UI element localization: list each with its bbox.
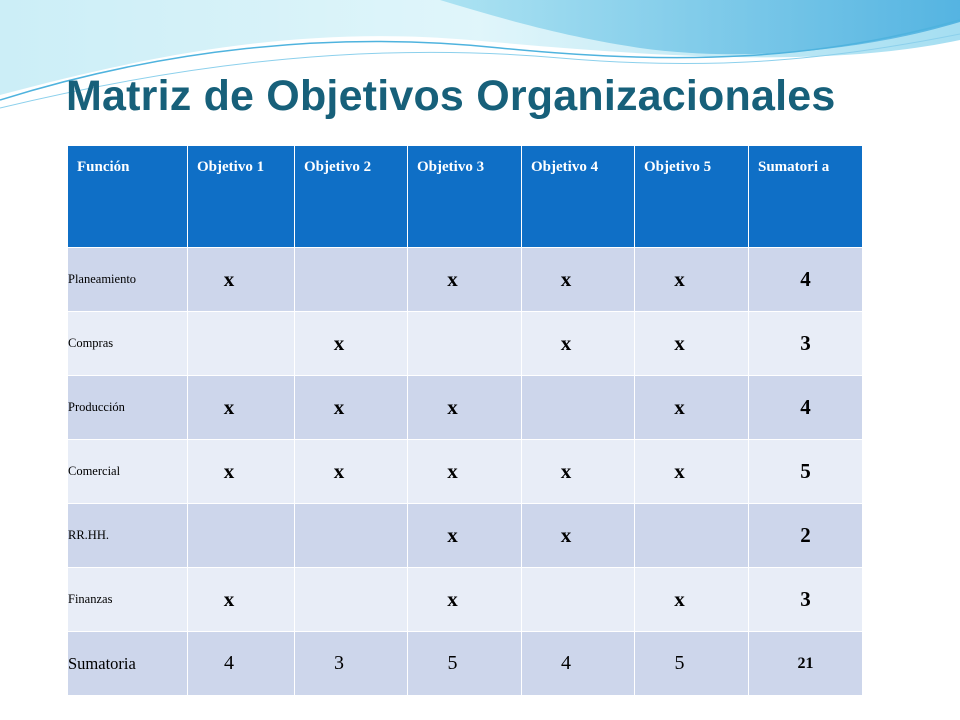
cell-mark: x (408, 376, 522, 440)
totals-row (68, 632, 863, 696)
row-sum: 3 (749, 312, 863, 376)
cell-mark (408, 312, 522, 376)
cell-mark: x (635, 440, 749, 504)
cell-mark: x (408, 504, 522, 568)
row-sum: 4 (749, 248, 863, 312)
objectives-matrix-table (67, 145, 863, 696)
cell-mark: x (188, 248, 295, 312)
row-label: Finanzas (68, 568, 188, 632)
grand-total: 21 (749, 632, 863, 696)
header-sumatoria: Sumatori a (749, 146, 863, 248)
row-label: Planeamiento (68, 248, 188, 312)
total-objetivo-3: 5 (408, 632, 522, 696)
cell-mark: x (522, 440, 635, 504)
row-sum: 5 (749, 440, 863, 504)
cell-mark: x (295, 376, 408, 440)
row-label: Producción (68, 376, 188, 440)
cell-mark (522, 376, 635, 440)
row-label: Comercial (68, 440, 188, 504)
cell-mark: x (522, 248, 635, 312)
cell-mark: x (635, 376, 749, 440)
cell-mark (295, 248, 408, 312)
cell-mark: x (408, 568, 522, 632)
cell-mark (295, 568, 408, 632)
cell-mark (295, 504, 408, 568)
cell-mark: x (188, 376, 295, 440)
cell-mark: x (635, 312, 749, 376)
header-objetivo-5: Objetivo 5 (635, 146, 749, 248)
cell-mark: x (295, 440, 408, 504)
slide-title: Matriz de Objetivos Organizacionales (66, 72, 836, 120)
header-objetivo-4: Objetivo 4 (522, 146, 635, 248)
table-header-row (68, 146, 863, 248)
cell-mark (188, 312, 295, 376)
table-row (68, 248, 863, 312)
row-label: RR.HH. (68, 504, 188, 568)
table-row (68, 504, 863, 568)
total-objetivo-5: 5 (635, 632, 749, 696)
row-sum: 3 (749, 568, 863, 632)
total-objetivo-4: 4 (522, 632, 635, 696)
row-label: Compras (68, 312, 188, 376)
table-row (68, 440, 863, 504)
cell-mark: x (635, 248, 749, 312)
header-objetivo-3: Objetivo 3 (408, 146, 522, 248)
table-row (68, 312, 863, 376)
cell-mark: x (522, 312, 635, 376)
total-objetivo-1: 4 (188, 632, 295, 696)
row-sum: 4 (749, 376, 863, 440)
cell-mark (635, 504, 749, 568)
cell-mark (188, 504, 295, 568)
table-row (68, 568, 863, 632)
cell-mark (522, 568, 635, 632)
table-row (68, 376, 863, 440)
cell-mark: x (522, 504, 635, 568)
total-objetivo-2: 3 (295, 632, 408, 696)
header-funcion: Función (68, 146, 188, 248)
cell-mark: x (408, 440, 522, 504)
cell-mark: x (408, 248, 522, 312)
row-sum: 2 (749, 504, 863, 568)
header-objetivo-2: Objetivo 2 (295, 146, 408, 248)
cell-mark: x (188, 568, 295, 632)
cell-mark: x (635, 568, 749, 632)
header-objetivo-1: Objetivo 1 (188, 146, 295, 248)
cell-mark: x (295, 312, 408, 376)
totals-label: Sumatoria (68, 632, 188, 696)
cell-mark: x (188, 440, 295, 504)
